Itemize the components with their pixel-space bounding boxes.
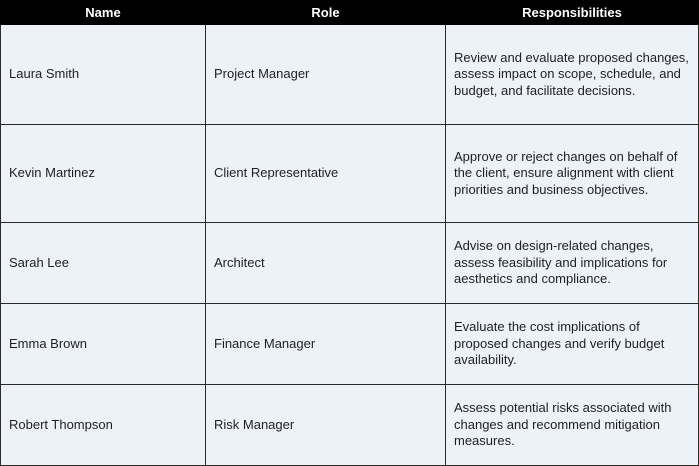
column-header-responsibilities: Responsibilities (446, 1, 699, 25)
role-cell: Architect (206, 223, 446, 304)
table-row (1, 223, 699, 304)
table-row (1, 304, 699, 385)
column-header-role: Role (206, 1, 446, 25)
table-row (1, 385, 699, 466)
column-header-name: Name (1, 1, 206, 25)
responsibilities-cell: Review and evaluate proposed changes, assess impact on scope, schedule, and budget, and facilitate decisions. (446, 25, 699, 125)
role-cell: Client Representative (206, 125, 446, 223)
responsibilities-cell: Approve or reject changes on behalf of the client, ensure alignment with client priorities and business objectives. (446, 125, 699, 223)
table-row (1, 125, 699, 223)
responsibilities-cell: Advise on design-related changes, assess feasibility and implications for aesthetics and compliance. (446, 223, 699, 304)
name-cell: Emma Brown (1, 304, 206, 385)
table-row (1, 25, 699, 125)
role-cell: Risk Manager (206, 385, 446, 466)
name-cell: Kevin Martinez (1, 125, 206, 223)
name-cell: Robert Thompson (1, 385, 206, 466)
role-cell: Project Manager (206, 25, 446, 125)
name-cell: Sarah Lee (1, 223, 206, 304)
name-cell: Laura Smith (1, 25, 206, 125)
role-cell: Finance Manager (206, 304, 446, 385)
responsibilities-cell: Evaluate the cost implications of proposed changes and verify budget availability. (446, 304, 699, 385)
responsibilities-cell: Assess potential risks associated with changes and recommend mitigation measures. (446, 385, 699, 466)
table-header-row (1, 1, 699, 25)
